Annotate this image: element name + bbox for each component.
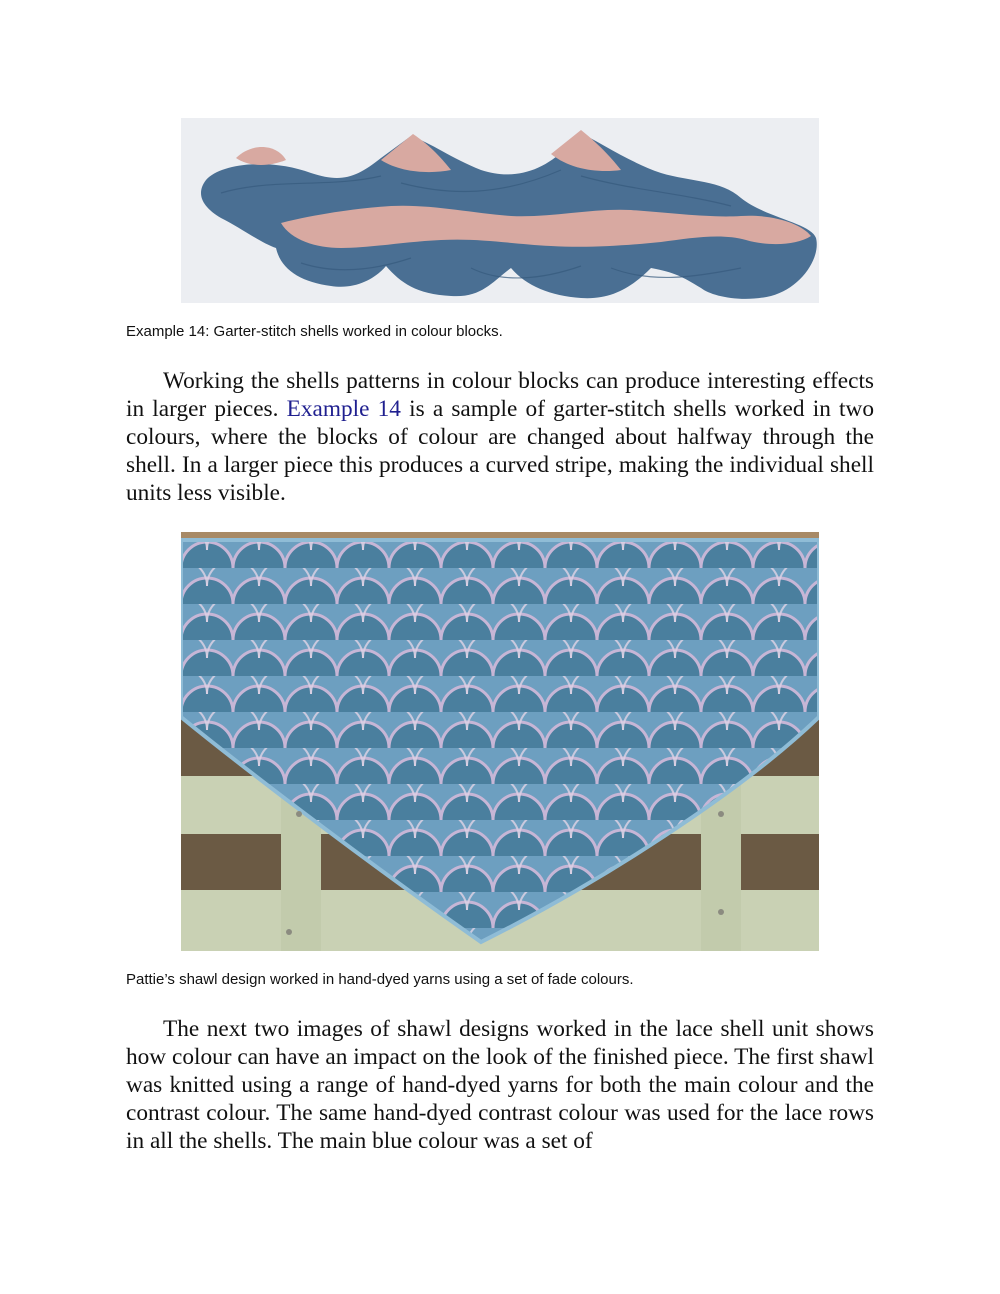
paragraph-text: Working the shells patterns in colour blocks can produce interesting effects in larger pieces.: [126, 368, 874, 422]
example-link[interactable]: Example 14: [286, 396, 401, 422]
paragraph-text: is a sample of garter-stitch shells worked in two colours, where the blocks of colour are changed about halfway through the shell. In a larger piece this produces a curved stripe, making the individual shell units less visible.: [126, 396, 874, 506]
shawl-photo: [181, 532, 819, 951]
figure-caption: Pattie’s shawl design worked in hand-dyed yarns using a set of fade colours.: [126, 971, 634, 988]
knitted-shells-photo: [181, 118, 819, 303]
body-paragraph: [126, 367, 874, 507]
figure-caption: Example 14: Garter-stitch shells worked in colour blocks.: [126, 323, 503, 340]
body-paragraph: The next two images of shawl designs worked in the lace shell unit shows how colour can have an impact on the look of the finished piece. The first shawl was knitted using a range of hand-dyed yarns for both the main colour and the contrast colour. The same hand-dyed contrast colour was used for the lace rows in all the shells. The main blue colour was a set of: [126, 1016, 874, 1154]
